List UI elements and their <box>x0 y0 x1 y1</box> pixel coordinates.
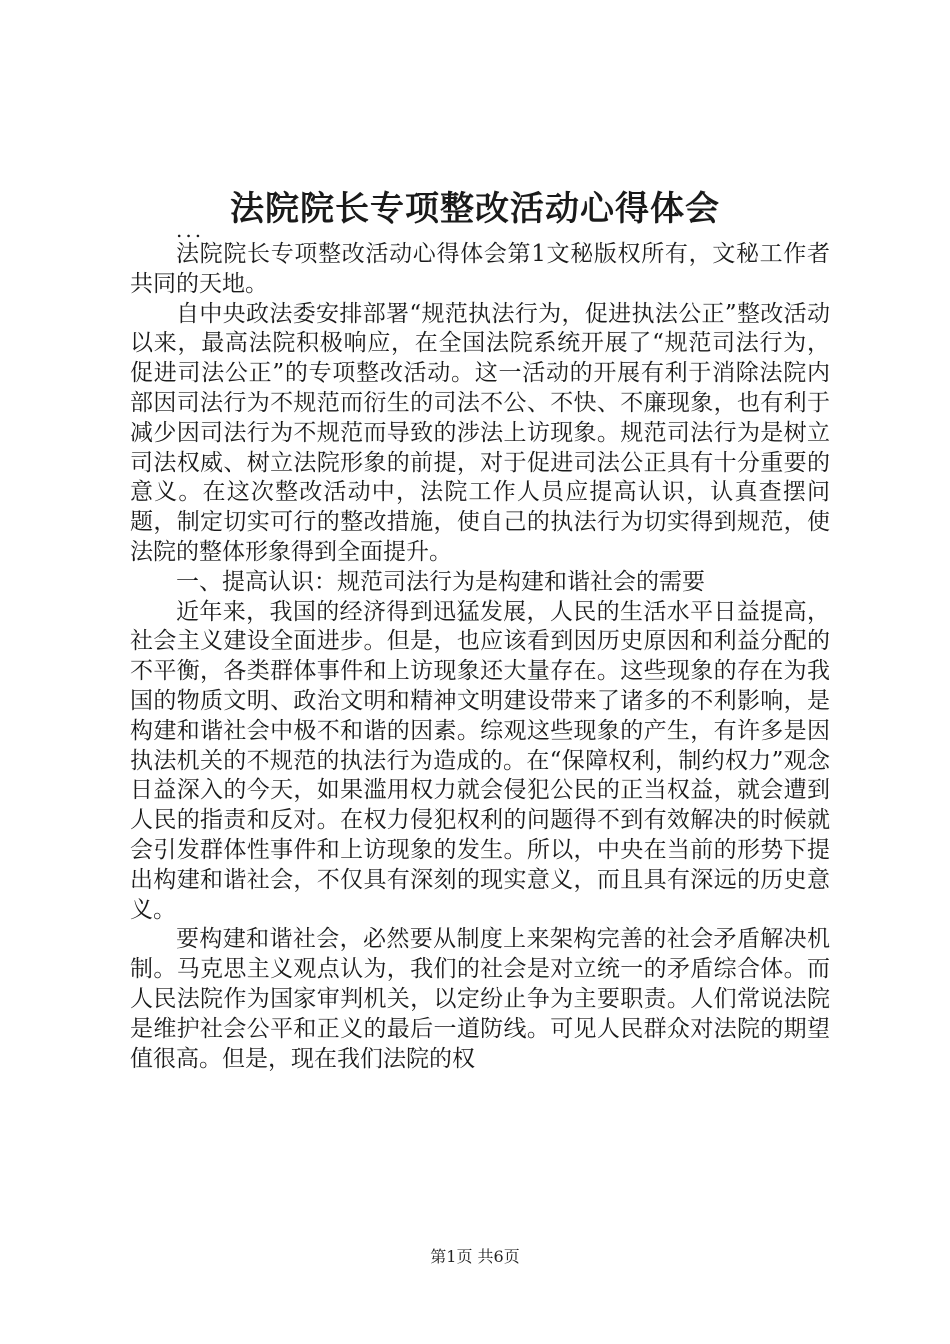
paragraph-mechanism: 要构建和谐社会，必然要从制度上来架构完善的社会矛盾解决机制。马克思主义观点认为，我们的社会是对立统一的矛盾综合体。而人民法院作为国家审判机关，以定纷止争为主要职责。人们常说法院是维护社会公平和正义的最后一道防线。可见人民群众对法院的期望值很高。但是，现在我们法院的权 <box>130 926 830 1072</box>
paragraph-background: 自中央政法委安排部署“规范执法行为，促进执法公正”整改活动以来，最高法院积极响应，在全国法院系统开展了“规范司法行为，促进司法公正”的专项整改活动。这一活动的开展有利于消除法院内部因司法行为不规范而衍生的司法不公、不快、不廉现象，也有利于减少因司法行为不规范而导致的涉法上访现象。规范司法行为是树立司法权威、树立法院形象的前提，对于促进司法公正具有十分重要的意义。在这次整改活动中，法院工作人员应提高认识，认真查摆问题，制定切实可行的整改措施，使自己的执法行为切实得到规范，使法院的整体形象得到全面提升。 <box>130 300 830 565</box>
document-body <box>130 240 830 1074</box>
page-number-footer: 第1页 共6页 <box>430 1247 520 1266</box>
document-title: 法院院长专项整改活动心得体会 <box>230 189 720 229</box>
paragraph-intro: 法院院长专项整改活动心得体会第1文秘版权所有，文秘工作者共同的天地。 <box>130 241 830 297</box>
ellipsis-marker: ... <box>176 218 205 242</box>
section-heading-1: 一、提高认识：规范司法行为是构建和谐社会的需要 <box>176 568 705 595</box>
paragraph-harmony: 近年来，我国的经济得到迅猛发展，人民的生活水平日益提高，社会主义建设全面进步。但是，也应该看到因历史原因和利益分配的不平衡，各类群体事件和上访现象还大量存在。这些现象的存在为我国的物质文明、政治文明和精神文明建设带来了诸多的不利影响，是构建和谐社会中极不和谐的因素。综观这些现象的产生，有许多是因执法机关的不规范的执法行为造成的。在“保障权利，制约权力”观念日益深入的今天，如果滥用权力就会侵犯公民的正当权益，就会遭到人民的指责和反对。在权力侵犯权利的问题得不到有效解决的时候就会引发群体性事件和上访现象的发生。所以，中央在当前的形势下提出构建和谐社会，不仅具有深刻的现实意义，而且具有深远的历史意义。 <box>130 598 830 923</box>
